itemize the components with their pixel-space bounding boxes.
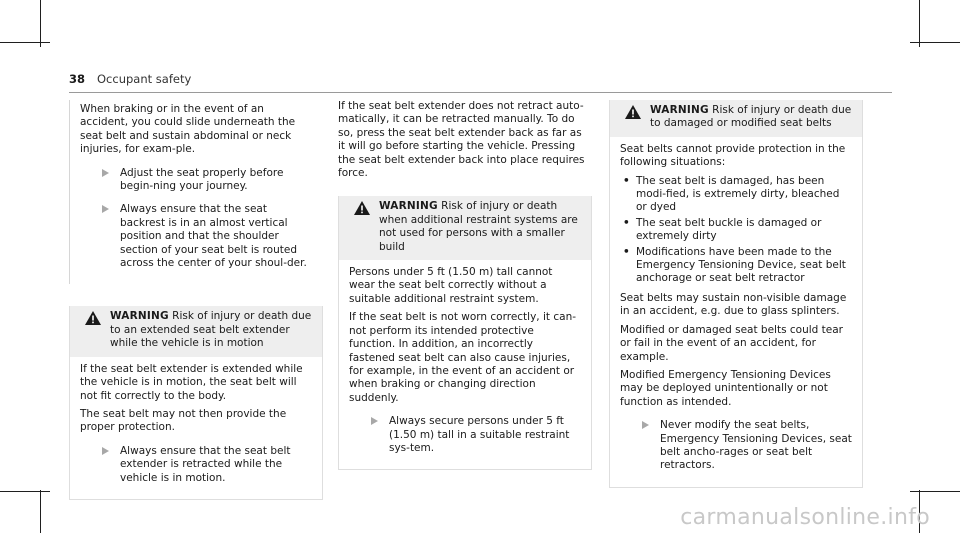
watermark: carmanualsonline.info bbox=[680, 504, 930, 530]
warning-subject: Risk of injury or death when additional restraint systems are not used for persons with a smaller build bbox=[379, 200, 578, 253]
warning-subject: Risk of injury or death due to an extended seat belt extender while the vehicle is in motion bbox=[110, 310, 312, 350]
intro-box bbox=[69, 100, 323, 284]
warning-title: WARNING bbox=[379, 200, 438, 213]
list-item: • Modifications have been made to the Emergency Tensioning Device, seat belt anchorage or seat belt retractor bbox=[620, 246, 852, 286]
column-2 bbox=[338, 100, 592, 470]
crop-mark bbox=[910, 42, 960, 43]
warning-header bbox=[70, 306, 322, 356]
step-text: Adjust the seat properly before begin-ning your journey. bbox=[120, 166, 284, 193]
section-title: Occupant safety bbox=[97, 72, 192, 86]
list-item: • The seat belt is damaged, has been modi-fied, is extremely dirty, bleached or dyed bbox=[620, 175, 852, 215]
instruction-step bbox=[349, 415, 581, 455]
crop-mark bbox=[40, 490, 41, 533]
warning-body bbox=[610, 137, 862, 487]
warning-body bbox=[70, 357, 322, 499]
arrow-right-icon bbox=[642, 421, 649, 429]
page-number: 38 bbox=[69, 72, 86, 86]
crop-mark bbox=[919, 0, 920, 47]
warning-title: WARNING bbox=[650, 104, 709, 116]
bullet-list bbox=[620, 175, 852, 286]
warning-triangle-icon bbox=[624, 104, 642, 120]
list-item: • The seat belt buckle is damaged or extremely dirty bbox=[620, 217, 852, 244]
warning-body bbox=[339, 260, 591, 469]
warning-paragraph: Seat belts cannot provide protection in the following situations: bbox=[620, 142, 846, 169]
instruction-step bbox=[80, 203, 313, 270]
warning-box bbox=[609, 100, 863, 488]
instruction-step bbox=[80, 167, 313, 194]
warning-box bbox=[69, 306, 323, 499]
crop-mark bbox=[0, 491, 50, 492]
crop-mark bbox=[40, 0, 41, 47]
warning-paragraph: Seat belts may sustain non-visible damage in an accident, e.g. due to glass splinters. bbox=[620, 291, 847, 318]
arrow-right-icon bbox=[102, 169, 109, 177]
warning-subject: Risk of injury or death due to damaged or modified seat belts bbox=[650, 104, 852, 130]
warning-header bbox=[610, 100, 862, 137]
column-3 bbox=[609, 100, 863, 488]
intro-text: When braking or in the event of an accident, you could slide underneath the seat belt and sustain abdominal or neck injuries, for exam-ple. bbox=[80, 103, 296, 156]
crop-mark bbox=[0, 42, 50, 43]
step-text: Always ensure that the seat backrest is in an almost vertical position and that the shoulder section of your seat belt is routed across the center of your shoul-der. bbox=[120, 203, 307, 270]
warning-paragraph: If the seat belt is not worn correctly, it can-not perform its intended protective function. In addition, an incorrectly fastened seat belt can also cause injuries, for example, in the event of an accident or when braking or changing direction suddenly. bbox=[349, 311, 577, 404]
arrow-right-icon bbox=[102, 447, 109, 455]
arrow-right-icon bbox=[102, 205, 109, 213]
crop-mark bbox=[910, 491, 960, 492]
arrow-right-icon bbox=[371, 417, 378, 425]
warning-paragraph: Modified or damaged seat belts could tear or fail in the event of an accident, for example. bbox=[620, 323, 843, 363]
warning-header bbox=[339, 196, 591, 260]
warning-paragraph: Persons under 5 ft (1.50 m) tall cannot wear the seat belt correctly without a suitable additional restraint system. bbox=[349, 266, 553, 305]
warning-box bbox=[338, 196, 592, 470]
warning-paragraph: If the seat belt extender is extended while the vehicle is in motion, the seat belt will not fit correctly to the body. bbox=[80, 362, 303, 402]
warning-paragraph: Modified Emergency Tensioning Devices may be deployed unintentionally or not function as intended. bbox=[620, 368, 831, 408]
step-text: Always secure persons under 5 ft (1.50 m) tall in a suitable restraint sys-tem. bbox=[389, 415, 570, 454]
column-1 bbox=[69, 100, 323, 500]
instruction-step bbox=[620, 419, 852, 473]
instruction-step bbox=[80, 445, 312, 485]
warning-paragraph: The seat belt may not then provide the proper protection. bbox=[80, 407, 287, 434]
header-divider bbox=[69, 92, 892, 93]
warning-triangle-icon bbox=[353, 200, 371, 216]
warning-title: WARNING bbox=[110, 310, 169, 323]
step-text: Never modify the seat belts, Emergency Tensioning Devices, seat belt ancho-rages or seat belt retractors. bbox=[660, 419, 852, 472]
intro-text: If the seat belt extender does not retract auto-matically, it can be retracted manually. To do so, press the seat belt extender back as far as it will go before starting the vehicle. Pressing the seat belt extender back into place requires force. bbox=[338, 100, 585, 180]
warning-triangle-icon bbox=[84, 310, 102, 326]
step-text: Always ensure that the seat belt extender is retracted while the vehicle is in motion. bbox=[120, 444, 291, 484]
